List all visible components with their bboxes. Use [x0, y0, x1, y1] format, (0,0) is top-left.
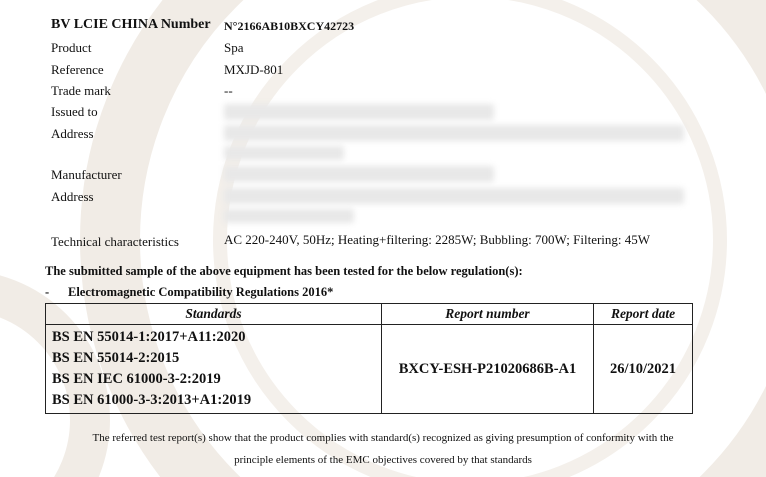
reference-label: Reference [51, 62, 104, 77]
technical-label: Technical characteristics [51, 234, 179, 249]
reference-value: MXJD-801 [224, 62, 284, 77]
header-report-date: Report date [594, 304, 693, 325]
statement-text: The submitted sample of the above equipment has been tested for the below regulation(s): [45, 264, 523, 278]
header-standards: Standards [46, 304, 382, 325]
standard-item: BS EN 55014-2:2015 [52, 350, 180, 366]
standards-cell [46, 325, 382, 414]
regulation-text: Electromagnetic Compatibility Regulations 2016* [68, 285, 334, 299]
table-row [46, 325, 693, 414]
report-number-cell: BXCY-ESH-P21020686B-A1 [382, 325, 594, 414]
trade-mark-value: -- [224, 83, 233, 98]
report-date-cell: 26/10/2021 [594, 325, 693, 414]
standard-item: BS EN IEC 61000-3-2:2019 [52, 371, 221, 387]
redacted-manufacturer-address-2 [224, 209, 354, 223]
issued-to-label: Issued to [51, 104, 98, 119]
footer-line-1: The referred test report(s) show that the product complies with standard(s) recognized as giving presumption of conformity with the [92, 432, 674, 444]
bv-number-label: BV LCIE CHINA Number [51, 17, 211, 32]
redacted-manufacturer-address-1 [224, 188, 684, 204]
footer-line-2: principle elements of the EMC objectives covered by that standards [234, 454, 532, 466]
standard-item: BS EN 61000-3-3:2013+A1:2019 [52, 392, 252, 408]
regulation-bullet: - [45, 285, 50, 299]
technical-value: AC 220-240V, 50Hz; Heating+filtering: 2285W; Bubbling: 700W; Filtering: 45W [224, 232, 651, 247]
redacted-issued-address-1 [224, 125, 684, 141]
standard-item: BS EN 55014-1:2017+A11:2020 [52, 329, 246, 345]
redacted-manufacturer [224, 166, 494, 182]
header-report-number: Report number [382, 304, 594, 325]
bv-number-value: N°2166AB10BXCY42723 [224, 19, 355, 33]
trade-mark-label: Trade mark [51, 83, 111, 98]
manufacturer-label: Manufacturer [51, 167, 122, 182]
issued-address-label: Address [51, 126, 94, 141]
redacted-issued-to [224, 104, 494, 120]
product-label: Product [51, 40, 92, 55]
manufacturer-address-label: Address [51, 189, 94, 204]
product-value: Spa [224, 40, 244, 55]
table-header-row [46, 304, 693, 325]
standards-table [45, 303, 693, 414]
redacted-issued-address-2 [224, 146, 344, 160]
